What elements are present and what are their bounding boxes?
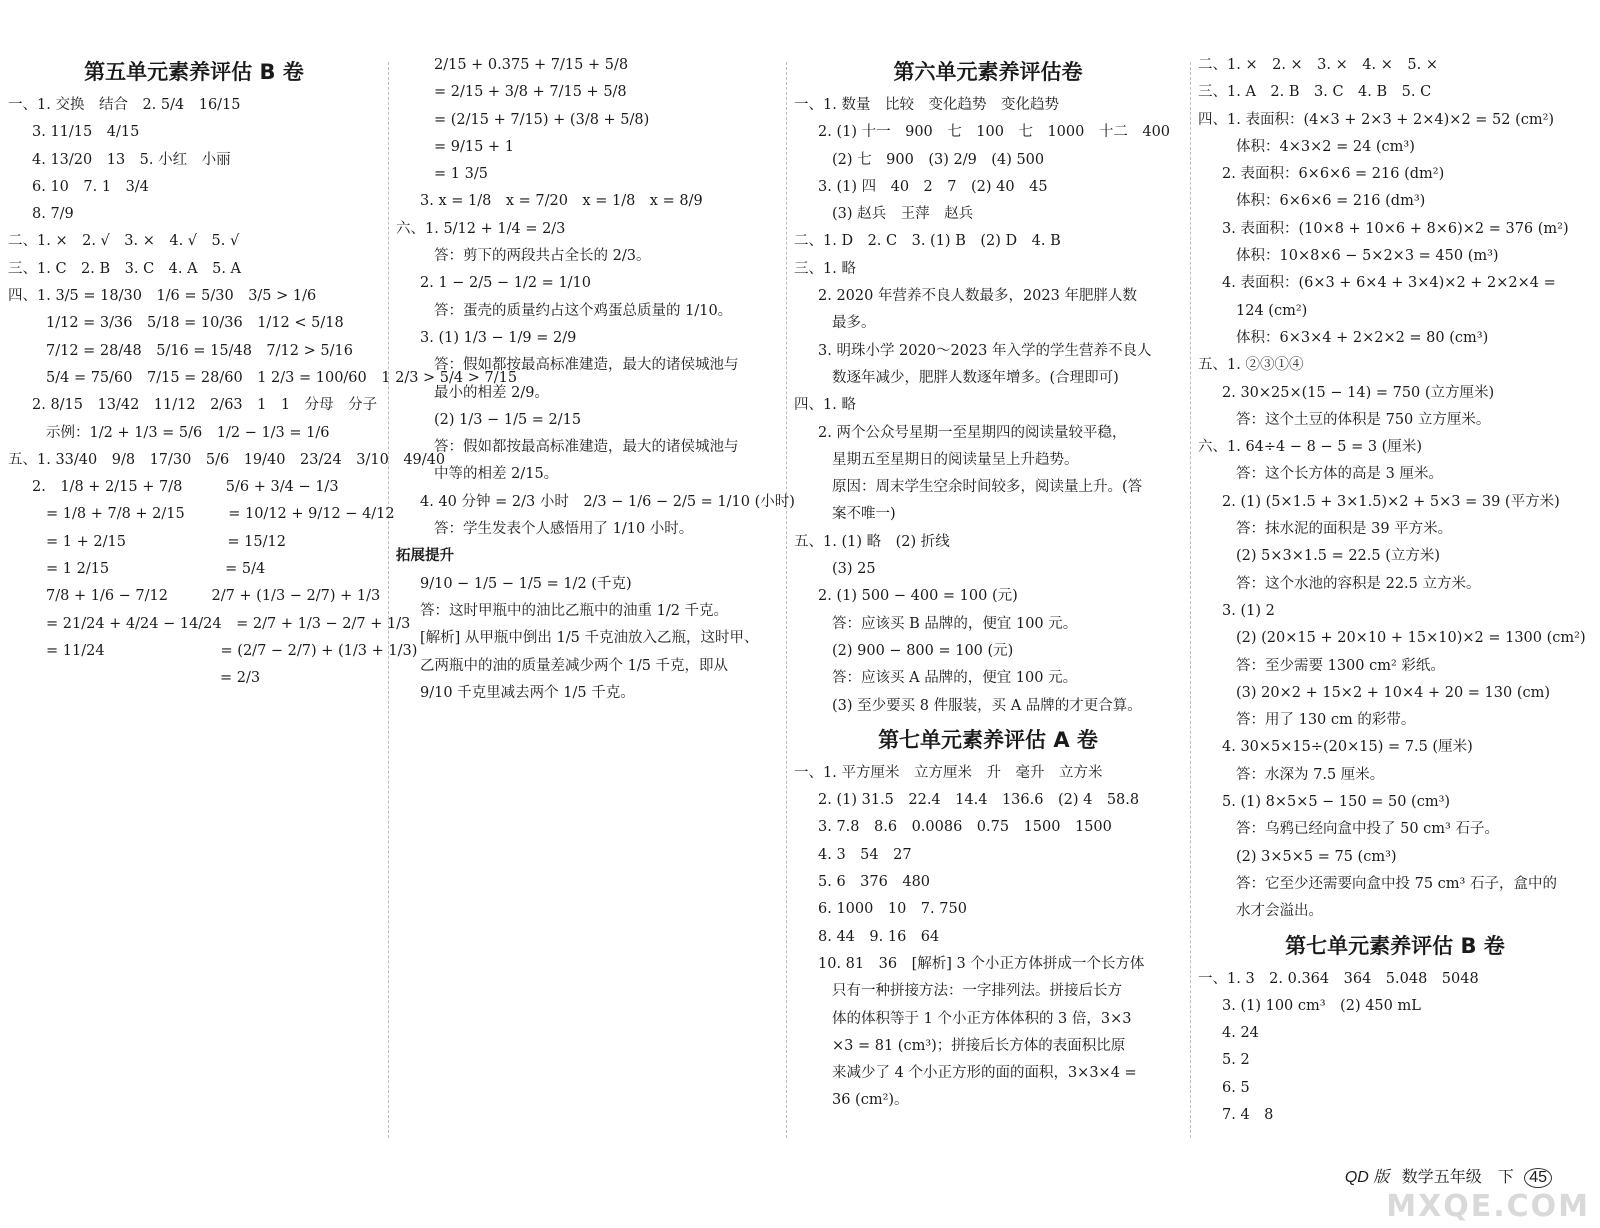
answer-line: 5. 2 [1222, 1052, 1250, 1069]
answer-line: 三、1. 略 [794, 260, 856, 277]
answer-line: 3. (1) 100 cm³ (2) 450 mL [1222, 997, 1421, 1014]
answer-line: 9/10 − 1/5 − 1/5 = 1/2 (千克) [420, 575, 632, 592]
answer-line: 3. (1) 1/3 − 1/9 = 2/9 [420, 329, 577, 346]
answer-line: 4. 30×5×15÷(20×15) = 7.5 (厘米) [1222, 739, 1473, 756]
section-heading-extension: 拓展提升 [396, 548, 454, 565]
answer-line: 6. 10 7. 1 3/4 [32, 178, 149, 195]
answer-line: = 1 + 2/15 = 15/12 [46, 533, 286, 550]
answer-line: 3. 表面积：(10×8 + 10×6 + 8×6)×2 = 376 (m²) [1222, 220, 1569, 237]
answer-line: 数逐年减少，肥胖人数逐年增多。(合理即可) [832, 369, 1119, 386]
answer-line: 2. (1) 十一 900 七 100 七 1000 十二 400 [818, 124, 1171, 141]
answer-line: 2. 1 − 2/5 − 1/2 = 1/10 [420, 275, 592, 292]
page-footer [1345, 1164, 1552, 1188]
answer-line: 答：应该买 A 品牌的，便宜 100 元。 [832, 670, 1078, 687]
answer-line: 三、1. A 2. B 3. C 4. B 5. C [1198, 84, 1432, 101]
answer-line: 2. (1) (5×1.5 + 3×1.5)×2 + 5×3 = 39 (平方米) [1222, 493, 1560, 510]
answer-line: 答：它至少还需要向盒中投 75 cm³ 石子，盒中的 [1236, 875, 1557, 892]
column-unit6-unit7-a [794, 52, 1182, 1168]
answer-line: 答：蛋壳的质量约占这个鸡蛋总质量的 1/10。 [434, 302, 733, 319]
answer-line: (2) 3×5×5 = 75 (cm³) [1236, 848, 1397, 865]
answer-line: 答：学生发表个人感悟用了 1/10 小时。 [434, 521, 694, 538]
answer-line: 一、1. 数量 比较 变化趋势 变化趋势 [794, 97, 1059, 113]
answer-line: 4. 24 [1222, 1025, 1259, 1042]
answer-line: 4. 表面积：(6×3 + 6×4 + 3×4)×2 + 2×2×4 = [1222, 275, 1556, 292]
column-unit6-cont-unit7-b [1198, 52, 1592, 1168]
answer-line: 六、1. 64÷4 − 8 − 5 = 3 (厘米) [1198, 439, 1422, 456]
page-number: 45 [1524, 1168, 1552, 1188]
answer-line: 体积：4×3×2 = 24 (cm³) [1236, 138, 1415, 155]
answer-line: 7/12 = 28/48 5/16 = 15/48 7/12 > 5/16 [46, 342, 353, 359]
answer-line: (2) 1/3 − 1/5 = 2/15 [434, 411, 582, 428]
answer-line: = 11/24 = (2/7 − 2/7) + (1/3 + 1/3) [46, 642, 418, 659]
answer-line: 三、1. C 2. B 3. C 4. A 5. A [8, 260, 242, 277]
answer-line: 答：应该买 B 品牌的，便宜 100 元。 [832, 615, 1078, 632]
answer-line: (3) 25 [832, 561, 876, 578]
answer-line: 体积：10×8×6 − 5×2×3 = 450 (m³) [1236, 248, 1499, 265]
answer-line: [解析] 从甲瓶中倒出 1/5 千克油放入乙瓶，这时甲、 [420, 630, 759, 647]
answer-line: 星期五至星期日的阅读量呈上升趋势。 [832, 451, 1079, 468]
answer-line: 2. 两个公众号星期一至星期四的阅读量较平稳， [818, 424, 1127, 441]
answer-line: 体的体积等于 1 个小正方体体积的 3 倍，3×3 [832, 1010, 1132, 1027]
answer-line: 四、1. 3/5 = 18/30 1/6 = 5/30 3/5 > 1/6 [8, 288, 317, 305]
answer-line: = 1 3/5 [434, 166, 488, 183]
column-divider [388, 62, 389, 1138]
answer-line: 答：这个长方体的高是 3 厘米。 [1236, 466, 1443, 483]
answer-line: (2) 5×3×1.5 = 22.5 (立方米) [1236, 548, 1441, 565]
answer-line: 二、1. D 2. C 3. (1) B (2) D 4. B [794, 233, 1061, 250]
answer-line: 3. (1) 2 [1222, 602, 1275, 619]
answer-line: 2. (1) 31.5 22.4 14.4 136.6 (2) 4 58.8 [818, 792, 1140, 809]
answer-line: (3) 赵兵 王萍 赵兵 [832, 206, 974, 223]
answer-line: 2. 1/8 + 2/15 + 7/8 5/6 + 3/4 − 1/3 [32, 479, 339, 496]
answer-line: 五、1. 33/40 9/8 17/30 5/6 19/40 23/24 3/10 49/40 [8, 451, 446, 468]
answer-line: 体积：6×3×4 + 2×2×2 = 80 (cm³) [1236, 329, 1489, 346]
answer-line: 四、1. 表面积：(4×3 + 2×3 + 2×4)×2 = 52 (cm²) [1198, 111, 1555, 128]
answer-line: 答：乌鸦已经向盒中投了 50 cm³ 石子。 [1236, 821, 1499, 838]
answer-line: 答：至少需要 1300 cm² 彩纸。 [1236, 657, 1445, 674]
answer-line: 一、1. 交换 结合 2. 5/4 16/15 [8, 97, 241, 113]
answer-line: 中等的相差 2/15。 [434, 466, 559, 483]
answer-line: 1/12 = 3/36 5/18 = 10/36 1/12 < 5/18 [46, 315, 344, 332]
answer-line: = 2/15 + 3/8 + 7/15 + 5/8 [434, 84, 627, 101]
answer-line: 答：这个土豆的体积是 750 立方厘米。 [1236, 411, 1491, 428]
answer-line: 二、1. × 2. √ 3. × 4. √ 5. √ [8, 233, 240, 250]
answer-line: 3. 11/15 4/15 [32, 124, 140, 141]
answer-line: 9/10 千克里减去两个 1/5 千克。 [420, 684, 635, 701]
answer-line: = 9/15 + 1 [434, 138, 514, 155]
answer-line: 案不唯一) [832, 506, 896, 523]
answer-line: 8. 7/9 [32, 206, 74, 223]
answer-line: 2/15 + 0.375 + 7/15 + 5/8 [434, 57, 629, 73]
section-title-unit5-b: 第五单元素养评估 B 卷 [84, 60, 304, 84]
answer-line: 124 (cm²) [1236, 302, 1308, 319]
answer-line: (2) (20×15 + 20×10 + 15×10)×2 = 1300 (cm²) [1236, 630, 1586, 647]
answer-line: 2. 2020 年营养不良人数最多，2023 年肥胖人数 [818, 288, 1137, 305]
answer-line: 7. 4 8 [1222, 1106, 1274, 1123]
answer-line: 答：这个水池的容积是 22.5 立方米。 [1236, 575, 1481, 592]
answer-line: 原因：周末学生空余时间较多，阅读量上升。(答 [832, 479, 1143, 496]
answer-line: 只有一种拼接方法：一字排列法。拼接后长方 [832, 983, 1122, 1000]
section-title-unit7-b: 第七单元素养评估 B 卷 [1285, 933, 1505, 958]
answer-line: 3. x = 1/8 x = 7/20 x = 1/8 x = 8/9 [420, 193, 703, 210]
answer-line: 最多。 [832, 315, 876, 332]
answer-line: 六、1. 5/12 + 1/4 = 2/3 [396, 220, 566, 237]
answer-line: 答：假如都按最高标准建造，最大的诸侯城池与 [434, 439, 739, 456]
book-label: 数学五年级 下 [1401, 1169, 1514, 1186]
answer-line: ×3 = 81 (cm³)；拼接后长方体的表面积比原 [832, 1037, 1126, 1054]
edition-label: QD 版 [1344, 1169, 1390, 1186]
answer-line: = (2/15 + 7/15) + (3/8 + 5/8) [434, 111, 650, 128]
answer-line: 3. 7.8 8.6 0.0086 0.75 1500 1500 [818, 819, 1112, 836]
answer-line: 2. (1) 500 − 400 = 100 (元) [818, 588, 1018, 605]
column-divider [786, 62, 787, 1138]
answer-line: 4. 13/20 13 5. 小红 小丽 [32, 151, 231, 168]
section-title-unit6: 第六单元素养评估卷 [893, 60, 1083, 84]
answer-line: (3) 20×2 + 15×2 + 10×4 + 20 = 130 (cm) [1236, 684, 1551, 701]
answer-line: 答：水深为 7.5 厘米。 [1236, 766, 1385, 783]
answer-line: 二、1. × 2. × 3. × 4. × 5. × [1198, 57, 1438, 73]
answer-line: 5/4 = 75/60 7/15 = 28/60 1 2/3 = 100/60 1 2/3 > 5/4 > 7/15 [46, 369, 518, 386]
watermark: MXQE.COM [1386, 1189, 1590, 1224]
answer-line: 6. 1000 10 7. 750 [818, 901, 967, 918]
answer-line: 来减少了 4 个小正方形的面的面积，3×3×4 = [832, 1065, 1137, 1082]
answer-line: = 21/24 + 4/24 − 14/24 = 2/7 + 1/3 − 2/7 + 1/3 [46, 615, 411, 632]
answer-line: 36 (cm²)。 [832, 1092, 909, 1109]
answer-line: 7/8 + 1/6 − 7/12 2/7 + (1/3 − 2/7) + 1/3 [46, 588, 381, 605]
answer-line: 2. 表面积：6×6×6 = 216 (dm²) [1222, 166, 1445, 183]
answer-line: 4. 40 分钟 = 2/3 小时 2/3 − 1/6 − 2/5 = 1/10 (小时) [420, 493, 795, 510]
column-divider [1190, 62, 1191, 1138]
answer-line: 6. 5 [1222, 1079, 1250, 1096]
answer-line: 答：这时甲瓶中的油比乙瓶中的油重 1/2 千克。 [420, 602, 729, 619]
answer-line: 最小的相差 2/9。 [434, 384, 549, 401]
answer-line: 五、1. ②③①④ [1198, 357, 1304, 374]
answer-line: 答：抹水泥的面积是 39 平方米。 [1236, 521, 1453, 538]
answer-line: 5. 6 376 480 [818, 874, 931, 891]
answer-line: 2. 8/15 13/42 11/12 2/63 1 1 分母 分子 [32, 397, 378, 414]
answer-line: 乙两瓶中的油的质量差减少两个 1/5 千克，即从 [420, 657, 729, 674]
answer-line: (2) 七 900 (3) 2/9 (4) 500 [832, 151, 1045, 168]
answer-line: 8. 44 9. 16 64 [818, 928, 940, 945]
section-title-unit7-a: 第七单元素养评估 A 卷 [878, 727, 1098, 752]
answer-line: 答：假如都按最高标准建造，最大的诸侯城池与 [434, 357, 739, 374]
answer-line: 五、1. (1) 略 (2) 折线 [794, 533, 950, 550]
answer-line: 4. 3 54 27 [818, 846, 912, 863]
answer-line: 答：剪下的两段共占全长的 2/3。 [434, 248, 651, 265]
column-unit5-b-continued [396, 52, 795, 1168]
answer-line: 3. (1) 四 40 2 7 (2) 40 45 [818, 178, 1048, 195]
answer-line: 四、1. 略 [794, 397, 856, 414]
answer-line: 答：用了 130 cm 的彩带。 [1236, 712, 1416, 729]
answer-line: = 2/3 [46, 670, 261, 687]
answer-line: 水才会溢出。 [1236, 903, 1323, 920]
answer-line: 示例：1/2 + 1/3 = 5/6 1/2 − 1/3 = 1/6 [46, 424, 330, 441]
answer-line: = 1/8 + 7/8 + 2/15 = 10/12 + 9/12 − 4/12 [46, 506, 395, 523]
answer-line: 一、1. 3 2. 0.364 364 5.048 5048 [1198, 970, 1479, 987]
answer-line: (3) 至少要买 8 件服装，买 A 品牌的才更合算。 [832, 697, 1142, 714]
answer-line: 5. (1) 8×5×5 − 150 = 50 (cm³) [1222, 794, 1451, 811]
answer-line: 3. 明珠小学 2020～2023 年入学的学生营养不良人 [818, 342, 1152, 359]
answer-line: 体积：6×6×6 = 216 (dm³) [1236, 193, 1426, 210]
answer-line: = 1 2/15 = 5/4 [46, 561, 266, 578]
answer-line: 一、1. 平方厘米 立方厘米 升 毫升 立方米 [794, 764, 1103, 781]
answer-line: (2) 900 − 800 = 100 (元) [832, 642, 1014, 659]
answer-line: 2. 30×25×(15 − 14) = 750 (立方厘米) [1222, 384, 1495, 401]
answer-line: 10. 81 36 [解析] 3 个小正方体拼成一个长方体 [818, 955, 1145, 972]
